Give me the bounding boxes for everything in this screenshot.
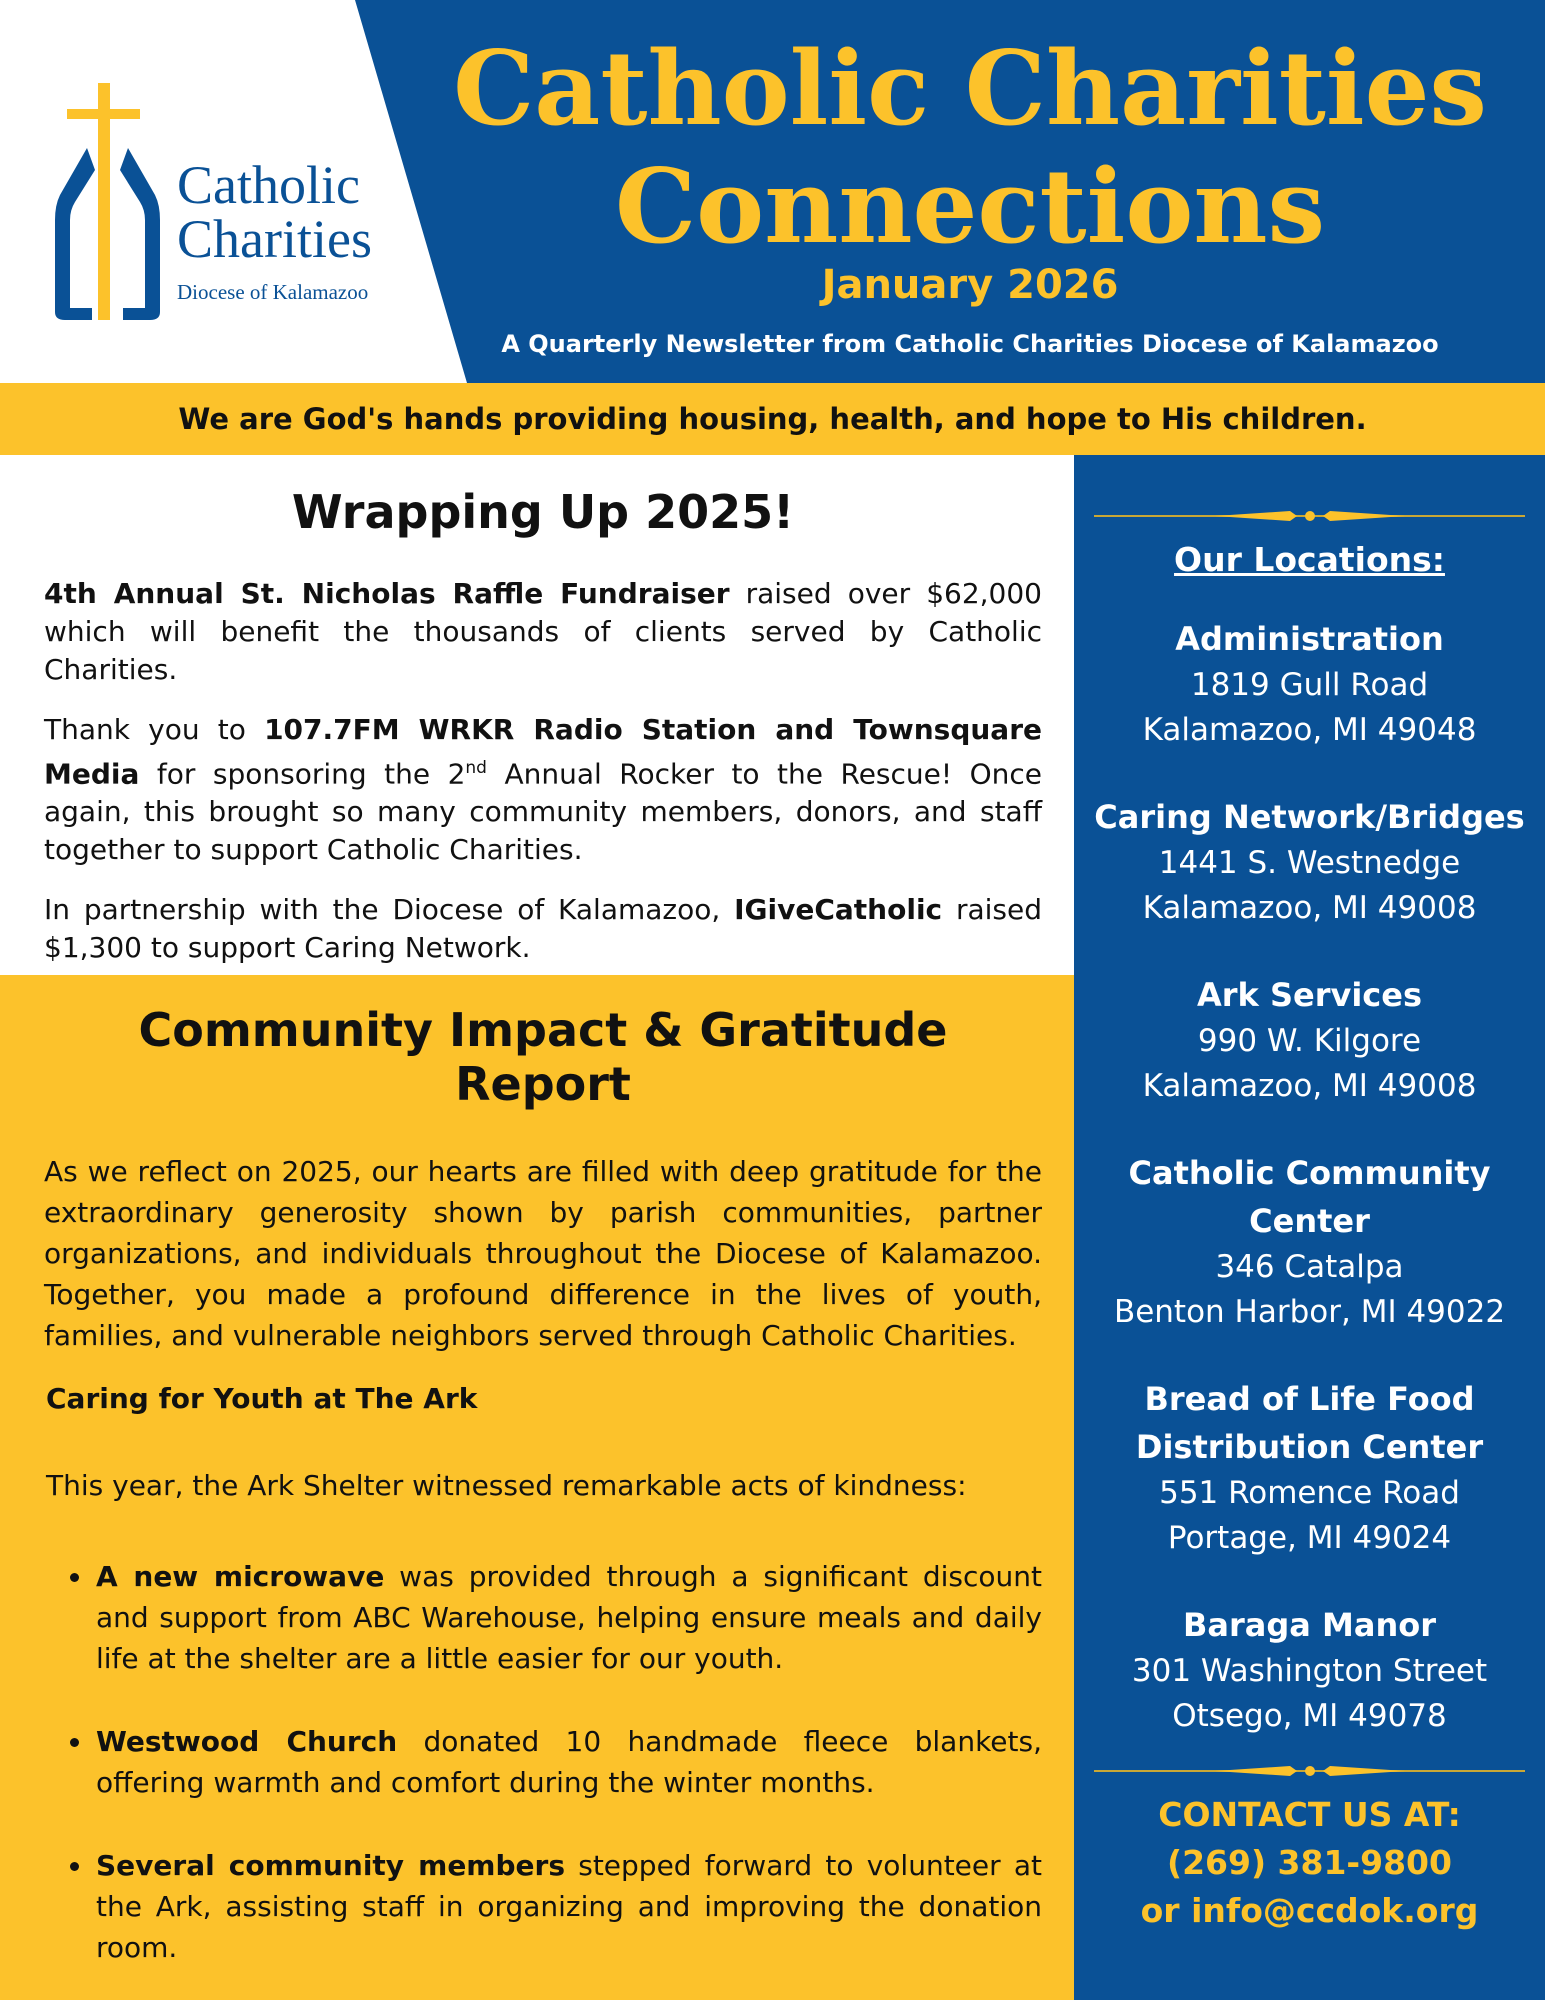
title-line1: Catholic Charities <box>453 29 1487 149</box>
title-line2: Connections <box>614 147 1325 267</box>
issue-date: January 2026 <box>821 262 1119 308</box>
location-city: Kalamazoo, MI 49008 <box>1142 890 1477 926</box>
logo-text <box>177 155 372 305</box>
bold-text: Westwood Church <box>96 1725 398 1758</box>
location-name: Administration <box>1175 620 1444 658</box>
location-city: Benton Harbor, MI 49022 <box>1113 1294 1506 1330</box>
logo-line3: Diocese of Kalamazoo <box>177 280 369 304</box>
bold-text: IGiveCatholic <box>734 893 943 927</box>
bold-text: Several community members <box>96 1849 565 1882</box>
location-name: Caring Network/Bridges <box>1094 798 1525 836</box>
location-caring-network <box>1074 793 1545 931</box>
location-community-center <box>1074 1149 1545 1335</box>
location-street: 1819 Gull Road <box>1190 667 1429 703</box>
wrapping-up-section <box>0 455 1074 975</box>
impact-report-section <box>0 975 1074 2000</box>
locations-heading: Our Locations: <box>1174 540 1445 579</box>
location-street: 301 Washington Street <box>1131 1653 1488 1689</box>
location-bread-of-life <box>1074 1375 1545 1561</box>
newsletter-subtitle: A Quarterly Newsletter from Catholic Charities Diocese of Kalamazoo <box>501 330 1439 358</box>
bold-text: 107.7FM WRKR Radio Station and Townsquare Media <box>44 713 1042 791</box>
locations-sidebar <box>1074 455 1545 2000</box>
text: was provided through a significant discount and support from ABC Warehouse, helping ensure meals and daily life at the shelter are a little easier for our youth. <box>96 1560 1042 1675</box>
location-street: 551 Romence Road <box>1159 1475 1460 1511</box>
bold-text: 4th Annual St. Nicholas Raffle Fundraiser <box>44 577 730 610</box>
text: In partnership with the Diocese of Kalamazoo, <box>44 893 735 927</box>
paragraph <box>44 711 1042 869</box>
location-street: 1441 S. Westnedge <box>1158 845 1461 881</box>
ornamental-divider <box>1094 1761 1525 1781</box>
kindness-list <box>94 1556 1042 1968</box>
text: for sponsoring the 2 <box>139 757 466 791</box>
location-city: Kalamazoo, MI 49008 <box>1142 1068 1477 1104</box>
location-ark-services <box>1074 971 1545 1109</box>
contact-block <box>1074 1791 1545 1935</box>
ornamental-divider <box>1094 506 1525 526</box>
contact-label: CONTACT US AT: <box>1158 1795 1461 1834</box>
ornament-icon <box>1215 506 1405 526</box>
text: stepped forward to volunteer at the Ark, assisting staff in organizing and improving the donation room. <box>96 1849 1042 1964</box>
mission-tagline: We are God's hands providing housing, health, and hope to His children. <box>0 383 1545 455</box>
location-name: Bread of Life Food Distribution Center <box>1135 1380 1484 1466</box>
location-street: 346 Catalpa <box>1215 1249 1404 1285</box>
location-name: Catholic Community Center <box>1128 1154 1491 1240</box>
or-text: or <box>1140 1891 1192 1930</box>
text: raised $1,300 to support Caring Network. <box>44 893 1043 965</box>
email-link[interactable]: info@ccdok.org <box>1191 1891 1479 1930</box>
subheading: Caring for Youth at The Ark <box>46 1382 478 1415</box>
logo-line1: Catholic <box>177 155 360 215</box>
bold-text: A new microwave <box>96 1560 385 1593</box>
superscript: nd <box>465 758 487 778</box>
location-city: Portage, MI 49024 <box>1167 1520 1452 1556</box>
location-administration <box>1074 615 1545 753</box>
location-street: 990 W. Kilgore <box>1197 1023 1422 1059</box>
location-name: Baraga Manor <box>1183 1606 1436 1644</box>
location-baraga-manor <box>1074 1601 1545 1739</box>
list-item <box>94 1721 1042 1803</box>
ornament-icon <box>1215 1761 1405 1781</box>
list-item <box>94 1556 1042 1679</box>
newsletter-title <box>450 30 1490 266</box>
lead-paragraph: This year, the Ark Shelter witnessed remarkable acts of kindness: <box>46 1469 967 1502</box>
location-city: Otsego, MI 49078 <box>1172 1698 1447 1734</box>
text: Annual Rocker to the Rescue! Once again, this brought so many community members, donors, and staff together to support Catholic Charities. <box>44 757 1042 867</box>
section-heading: Community Impact & Gratitude Report <box>138 1003 948 1111</box>
intro-paragraph: As we reflect on 2025, our hearts are filled with deep gratitude for the extraordinary generosity shown by parish communities, partner organizations, and individuals throughout the Diocese of Kalamazoo. Together, you made a profound difference in the lives of youth, families, and vulnerable neighbors served through Catholic Charities. <box>44 1155 1042 1352</box>
paragraph <box>44 891 1042 967</box>
text: Thank you to <box>44 713 265 746</box>
location-name: Ark Services <box>1196 976 1423 1014</box>
paragraph <box>44 575 1042 689</box>
list-item <box>94 1845 1042 1968</box>
phone-number[interactable]: (269) 381-9800 <box>1167 1843 1452 1882</box>
text: donated 10 handmade fleece blankets, offering warmth and comfort during the winter months. <box>96 1725 1042 1799</box>
text: raised over $62,000 which will benefit the thousands of clients served by Catholic Charities. <box>44 577 1042 686</box>
section-heading: Wrapping Up 2025! <box>291 485 795 539</box>
logo-line2: Charities <box>177 209 372 269</box>
location-city: Kalamazoo, MI 49048 <box>1142 712 1477 748</box>
